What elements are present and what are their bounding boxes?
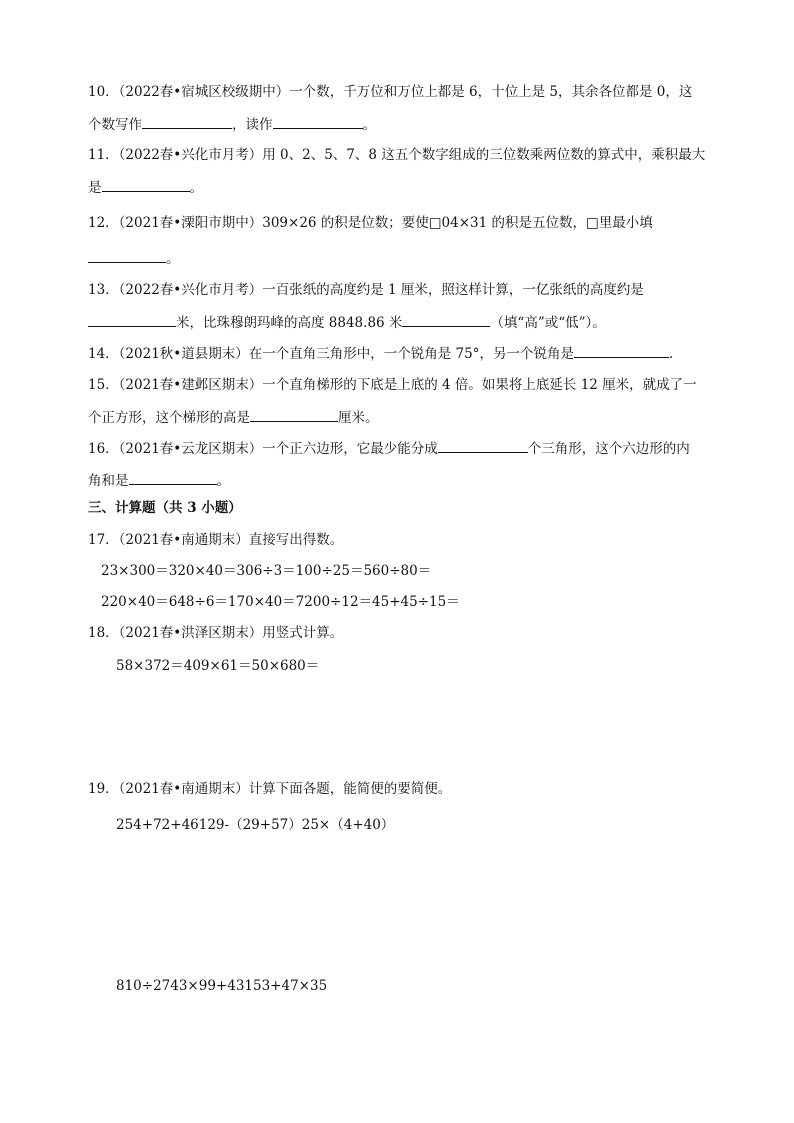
question-10-text-a: 个数写作 — [88, 117, 142, 133]
question-15-text-b: 厘米。 — [338, 410, 379, 426]
question-18-text: 18．（2021春•洪泽区期末）用竖式计算。 — [88, 625, 344, 641]
question-13-text-c: （填“高”或“低”）。 — [490, 315, 606, 331]
question-11-line2 — [88, 177, 203, 198]
question-18-line1 — [88, 623, 343, 643]
question-10-text-b: ，读作 — [232, 117, 273, 133]
question-12-text: 12．（2021春•溧阳市期中）309×26 的积是位数；要使□04×31 的积是五位数，□里最小填 — [88, 215, 653, 231]
question-16-text: 16．（2021春•云龙区期末）一个正六边形，它最少能分成 — [88, 441, 438, 457]
question-16-line1 — [88, 438, 690, 459]
answer-blank-10a[interactable] — [142, 114, 232, 129]
question-10-line2 — [88, 114, 376, 135]
question-16-text-d: 。 — [216, 473, 230, 489]
question-19-line1 — [88, 779, 451, 799]
question-12-text-b: 。 — [166, 251, 180, 267]
answer-blank-10b[interactable] — [273, 114, 363, 129]
answer-blank-13b[interactable] — [402, 312, 490, 327]
question-17-row2 — [101, 592, 460, 612]
answer-blank-12[interactable] — [88, 248, 166, 263]
section-3-title-text: 三、计算题（共 3 小题） — [88, 500, 242, 516]
question-18-row1 — [116, 656, 319, 676]
question-19-row2 — [116, 976, 327, 996]
answer-blank-13a[interactable] — [88, 312, 176, 327]
question-19-row1-text: 254+72+46129-（29+57）25×（4+40） — [116, 817, 395, 833]
answer-blank-14[interactable] — [574, 343, 669, 358]
question-13-line2 — [88, 312, 606, 333]
question-18-row1-text: 58×372＝409×61＝50×680＝ — [116, 658, 320, 674]
question-10-text: 10．（2022春•宿城区校级期中）一个数，千万位和万位上都是 6，十位上是 5，其余各位都是 0，这 — [88, 84, 693, 100]
question-19-row2-text: 810÷2743×99+43153+47×35 — [116, 978, 328, 994]
question-13-text-b: 米，比珠穆朗玛峰的高度 8848.86 米 — [176, 315, 403, 331]
answer-blank-15[interactable] — [250, 407, 338, 422]
question-19-text: 19．（2021春•南通期末）计算下面各题，能简便的要简便。 — [88, 781, 452, 797]
question-17-row1-text: 23×300＝320×40＝306÷3＝100÷25＝560÷80＝ — [101, 563, 432, 579]
answer-blank-16b[interactable] — [129, 470, 217, 485]
question-11-line1 — [88, 145, 705, 165]
question-10-text-c: 。 — [362, 117, 376, 133]
question-11-text: 11．（2022春•兴化市月考）用 0、2、5、7、8 这五个数字组成的三位数乘两位数的算式中，乘积最大 — [88, 147, 706, 163]
question-13-line1 — [88, 280, 644, 300]
question-17-row2-text: 220×40＝648÷6＝170×40＝7200÷12＝45+45÷15＝ — [101, 594, 460, 610]
question-16-text-c: 角和是 — [88, 473, 129, 489]
section-3-title — [88, 498, 242, 518]
question-15-line1 — [88, 375, 697, 395]
question-15-line2 — [88, 407, 379, 428]
answer-blank-11[interactable] — [102, 177, 190, 192]
question-12-line2 — [88, 248, 180, 269]
question-17-text: 17．（2021春•南通期末）直接写出得数。 — [88, 532, 344, 548]
question-19-row1 — [116, 815, 394, 835]
question-17-line1 — [88, 530, 343, 550]
question-11-text-a: 是 — [88, 180, 102, 196]
question-16-line2 — [88, 470, 230, 491]
question-14-text: 14．（2021秋•道县期末）在一个直角三角形中，一个锐角是 75°，另一个锐角是 — [88, 346, 574, 362]
question-15-text-a: 个正方形，这个梯形的高是 — [88, 410, 250, 426]
answer-blank-16a[interactable] — [438, 438, 528, 453]
question-10-line1 — [88, 82, 692, 102]
question-13-text: 13．（2022春•兴化市月考）一百张纸的高度约是 1 厘米，照这样计算，一亿张纸的高度约是 — [88, 282, 644, 298]
question-12-line1 — [88, 213, 653, 233]
question-15-text: 15．（2021春•建邺区期末）一个直角梯形的下底是上底的 4 倍。如果将上底延长 12 厘米，就成了一 — [88, 377, 697, 393]
question-14-line1 — [88, 343, 682, 364]
question-11-text-b: 。 — [189, 180, 203, 196]
question-14-suffix: ． — [668, 346, 683, 362]
question-17-row1 — [101, 561, 431, 581]
question-16-text-b: 个三角形，这个六边形的内 — [527, 441, 690, 457]
